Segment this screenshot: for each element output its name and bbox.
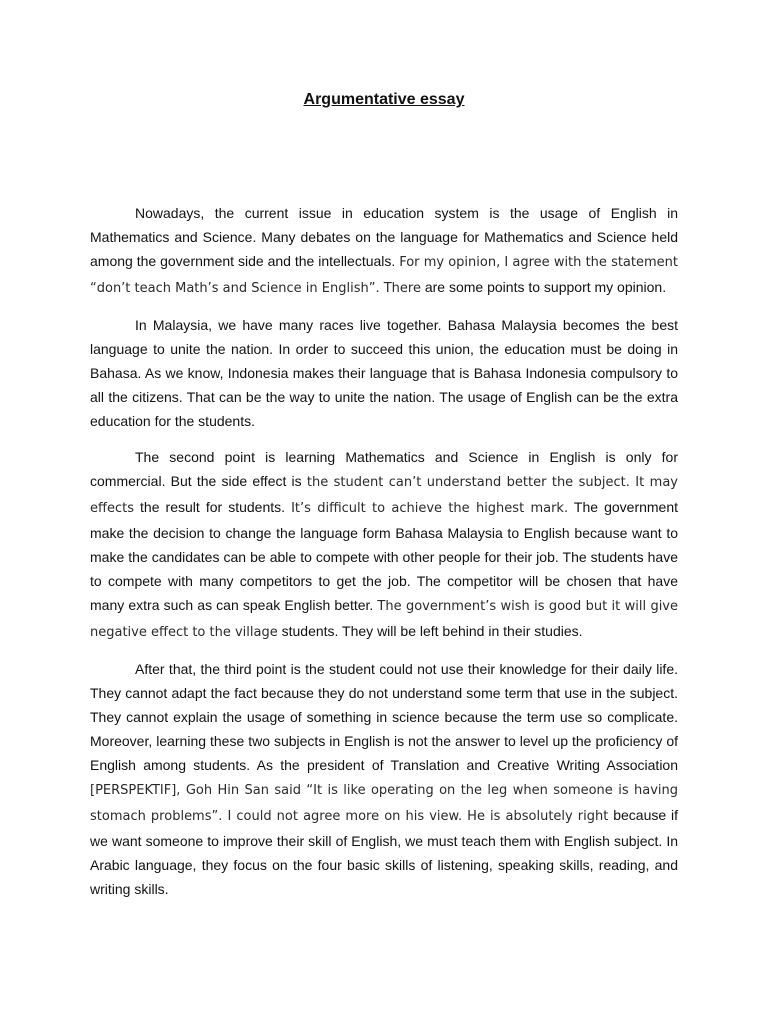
essay-paragraph — [90, 201, 678, 301]
paragraph-text-segment: After that, the third point is the student could not use their knowledge for their daily life. They cannot adapt the fact because they do not understand some term that use in the subject. They cannot explain the usage of something in science because the term use so complicate. Moreover, learning these two subjects in English is not the answer to level up the proficiency of English among students. As the president of Translation and Creative Writing Association — [90, 661, 678, 773]
paragraph-text-segment: because if we want someone to improve their skill of English, we must teach them with English subject. In Arabic language, they focus on the four basic skills of listening, speaking skills, reading, and writing skills. — [90, 807, 678, 897]
paragraph-text-segment: The second point is learning Mathematics and Science in English is only for commercial. But the side effect is — [90, 449, 678, 489]
essay-paragraph — [90, 657, 678, 901]
paragraph-text-segment: In Malaysia, we have many races live together. Bahasa Malaysia becomes the best language to unite the nation. In order to succeed this union, the education must be doing in Bahasa. As we know, Indonesia makes their language that is Bahasa Indonesia compulsory to all the citizens. That can be the way to unite the nation. The usage of English can be the extra education for the students. — [90, 317, 678, 429]
paragraph-text-segment: the student can’t understand better the subject. It may effects — [90, 475, 678, 516]
paragraph-text-segment: the result for students. — [133, 499, 292, 515]
paragraph-text-segment: It’s difficult to achieve the highest mark. — [291, 501, 569, 516]
paragraph-text-segment: are some points to support my opinion. — [420, 279, 667, 295]
paragraph-text-segment: [PERSPEKTIF], Goh Hin San said “It is like operating on the leg when someone is having stomach problems”. I could not agree more on his view. He is absolutely right — [90, 783, 678, 824]
paragraph-text-segment: Nowadays, the current issue in education system is the usage of English in Mathematics and Science. Many debates on the language for Mathematics and Science held among the government side and the intellectuals. — [90, 205, 678, 269]
essay-paragraph — [90, 445, 678, 645]
document-title: Argumentative essay — [303, 91, 465, 108]
paragraph-text-segment: The government make the decision to change the language form Bahasa Malaysia to English because want to make the candidates can be able to compete with other people for their job. The students have to compete with many competitors to get the job. The competitor will be chosen that have many extra such as can speak English better. — [90, 499, 679, 613]
essay-body — [90, 201, 678, 913]
paragraph-text-segment: For my opinion, I agree with the statement “don’t teach Math’s and Science in English”. There — [90, 255, 678, 296]
paragraph-text-segment: The government’s wish is good but it will give negative effect to the village — [90, 599, 678, 640]
essay-paragraph — [90, 313, 678, 433]
paragraph-text-segment: students. They will be left behind in their studies. — [277, 623, 583, 639]
